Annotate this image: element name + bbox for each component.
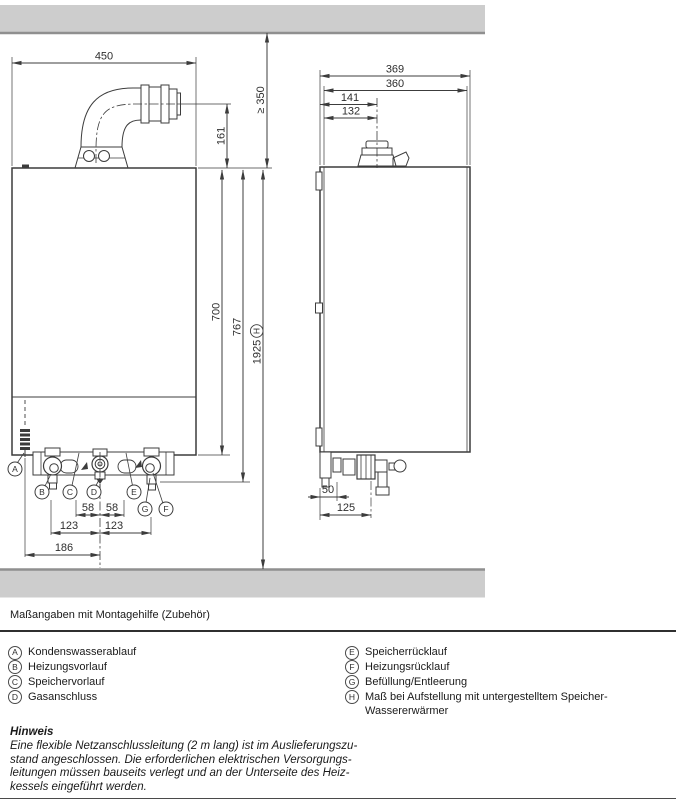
legend-label-f: Heizungsrücklauf xyxy=(365,660,450,673)
callout-badge-h: H xyxy=(345,690,359,704)
legend-label-e: Speicherrücklauf xyxy=(365,646,447,658)
divider-top xyxy=(0,630,676,632)
legend-label-h: Maß bei Aufstellung mit untergestelltem Speicher-Wassererwärmer xyxy=(365,690,608,717)
dim-369: 369 xyxy=(385,63,405,76)
legend-label-c: Speichervorlauf xyxy=(28,675,105,688)
floor-band xyxy=(0,570,485,598)
legend-item-g xyxy=(345,675,655,690)
ceiling-band xyxy=(0,5,485,33)
legend-item-h xyxy=(345,690,655,718)
dim-125: 125 xyxy=(336,502,356,514)
dim-50: 50 xyxy=(321,484,335,496)
legend-left-column xyxy=(8,645,328,705)
callout-badge-e: E xyxy=(345,646,359,660)
front-view xyxy=(12,85,196,490)
note-block xyxy=(10,726,362,795)
callout-f: F xyxy=(163,504,169,514)
flue-elbow xyxy=(75,85,181,168)
note-line-2: stand angeschlossen. Die erforderlichen elektrischen Versorgungs- xyxy=(10,753,352,766)
callout-g: G xyxy=(141,504,149,514)
legend-label-g: Befüllung/Entleerung xyxy=(365,675,468,688)
callout-c: C xyxy=(66,487,74,497)
divider-bottom xyxy=(0,798,676,799)
note-line-4: kessels eingeführt werden. xyxy=(10,781,147,794)
note-title: Hinweis xyxy=(10,726,54,738)
callout-badge-c: C xyxy=(8,675,22,689)
callout-badge-a: A xyxy=(8,646,22,660)
legend-label-d: Gasanschluss xyxy=(28,690,98,703)
callout-d: D xyxy=(90,487,98,497)
dim-1925-group xyxy=(250,325,263,365)
legend-right-column xyxy=(345,645,655,718)
dim-360: 360 xyxy=(385,78,405,90)
connection-rail xyxy=(33,448,174,490)
dim-ref-letter: H xyxy=(251,327,262,335)
note-line-3: leitungen müssen bauseits verlegt und an der Unterseite des Heiz- xyxy=(10,767,350,780)
dim-186: 186 xyxy=(54,542,74,554)
boiler-front-outline xyxy=(12,168,196,455)
callout-a: A xyxy=(12,464,18,474)
dim-58-left: 58 xyxy=(81,502,95,514)
note-line-1: Eine flexible Netzanschlussleitung (2 m lang) ist im Auslieferungszu- xyxy=(10,739,358,752)
dim-141: 141 xyxy=(340,92,360,104)
legend-item-d xyxy=(8,690,328,705)
figure-caption: Maßangaben mit Montagehilfe (Zubehör) xyxy=(10,609,210,621)
callout-b: B xyxy=(39,487,45,497)
callout-badge-d: D xyxy=(8,690,22,704)
dim-123-right: 123 xyxy=(104,520,124,532)
legend-item-e xyxy=(345,645,655,660)
dim-767: 767 xyxy=(231,317,244,337)
boiler-side-outline xyxy=(320,167,470,452)
legend-item-a xyxy=(8,645,328,660)
valve-heating-return xyxy=(143,448,161,490)
dim-450: 450 xyxy=(94,50,114,63)
dim-123-left: 123 xyxy=(59,520,79,532)
side-view xyxy=(316,98,471,495)
callout-badge-f: F xyxy=(345,660,359,674)
dim-1925: 1925 xyxy=(251,339,264,365)
callout-badge-g: G xyxy=(345,675,359,689)
legend-label-a: Kondenswasserablauf xyxy=(28,646,137,658)
legend-item-c xyxy=(8,675,328,690)
dim-58-right: 58 xyxy=(105,502,119,514)
legend-item-b xyxy=(8,660,328,675)
callout-e: E xyxy=(131,487,137,497)
legend-label-b: Heizungsvorlauf xyxy=(28,660,107,673)
dim-161: 161 xyxy=(215,126,228,146)
callout-badge-b: B xyxy=(8,660,22,674)
flue-cap xyxy=(358,141,409,166)
legend-item-f xyxy=(345,660,655,675)
dim-132: 132 xyxy=(341,105,361,118)
dim-clearance: ≥ 350 xyxy=(255,86,267,114)
dim-700: 700 xyxy=(210,302,223,322)
